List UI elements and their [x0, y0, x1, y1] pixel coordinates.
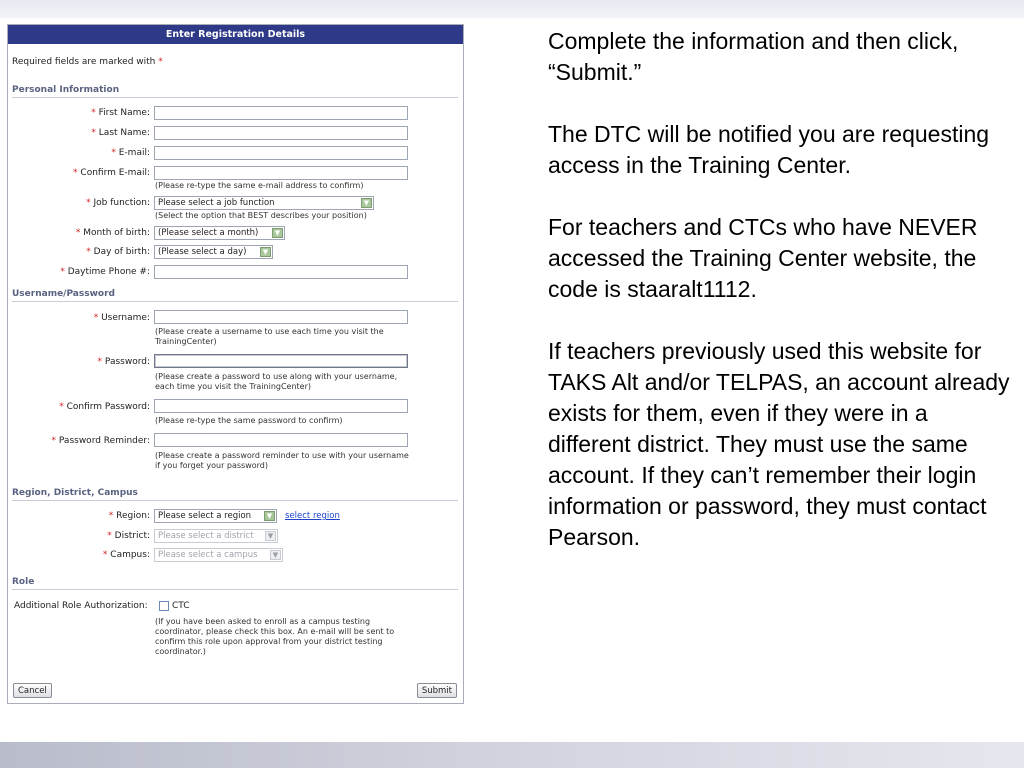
last-name-label: [91, 128, 150, 138]
additional-role-label: Additional Role Authorization:: [14, 601, 148, 611]
day-of-birth-label-text: Day of birth:: [93, 247, 150, 257]
ctc-label: CTC: [172, 601, 190, 611]
username-help: [155, 327, 384, 347]
password-reminder-input[interactable]: [154, 433, 408, 447]
required-star: *: [91, 108, 96, 118]
required-star: *: [59, 402, 64, 412]
confirm-email-help: (Please re-type the same e-mail address to confirm): [155, 181, 364, 190]
district-value: Please select a district: [158, 531, 254, 541]
section-region-district-campus: Region, District, Campus: [12, 488, 458, 501]
daytime-phone-input[interactable]: [154, 265, 408, 279]
password-help-line: (Please create a password to use along with your username,: [155, 372, 398, 381]
password-label-text: Password:: [104, 357, 150, 367]
form-header: Enter Registration Details: [8, 25, 463, 44]
email-label-text: E-mail:: [118, 148, 150, 158]
required-note-text: Required fields are marked with: [12, 57, 156, 67]
password-input[interactable]: [154, 354, 408, 368]
submit-button[interactable]: Submit: [417, 683, 457, 698]
slide-top-band: [0, 0, 1024, 18]
password-reminder-help: [155, 451, 409, 471]
chevron-down-icon: ▼: [265, 531, 276, 541]
job-function-label: [86, 198, 150, 208]
chevron-down-icon: ▼: [264, 511, 275, 521]
instructions-text: [548, 26, 1010, 584]
required-star: *: [73, 168, 78, 178]
instruction-paragraph: For teachers and CTCs who have NEVER accessed the Training Center website, the code is staaralt1112.: [548, 214, 978, 302]
day-of-birth-select[interactable]: [154, 245, 273, 259]
chevron-down-icon: ▼: [270, 550, 281, 560]
first-name-input[interactable]: [154, 106, 408, 120]
job-function-label-text: Job function:: [93, 198, 150, 208]
required-marker: *: [158, 57, 163, 67]
confirm-password-label-text: Confirm Password:: [66, 402, 150, 412]
region-select[interactable]: [154, 509, 277, 523]
required-star: *: [97, 357, 103, 367]
required-star: *: [102, 550, 108, 560]
campus-label-text: Campus:: [110, 550, 150, 560]
section-username-password: Username/Password: [12, 289, 458, 302]
required-star: *: [93, 313, 99, 323]
job-function-select[interactable]: [154, 196, 374, 210]
required-star: *: [111, 148, 116, 158]
confirm-email-input[interactable]: [154, 166, 408, 180]
email-input[interactable]: [154, 146, 408, 160]
day-value: (Please select a day): [158, 247, 247, 257]
required-star: *: [86, 247, 91, 257]
required-star: *: [60, 267, 65, 277]
job-function-help: (Select the option that BEST describes your position): [155, 211, 367, 220]
slide-bottom-band: [0, 742, 1024, 768]
username-help-line: TrainingCenter): [155, 337, 217, 346]
chevron-down-icon: ▼: [361, 198, 372, 208]
required-star: *: [86, 198, 91, 208]
registration-form: [7, 24, 464, 704]
first-name-label-text: First Name:: [98, 108, 150, 118]
instruction-paragraph: If teachers previously used this website for TAKS Alt and/or TELPAS, an account already exists for them, even if they were in a different district. They must use the same account. If they can’t remember their login information or password, they must contact Pearson.: [548, 338, 1010, 550]
first-name-label: [91, 108, 150, 118]
password-reminder-label-text: Password Reminder:: [58, 436, 150, 446]
day-of-birth-label: [86, 247, 150, 257]
password-help-line: each time you visit the TrainingCenter): [155, 382, 312, 391]
ctc-checkbox[interactable]: [159, 601, 169, 611]
ctc-help-line: coordinator, please check this box. An e-mail will be sent to: [155, 627, 395, 636]
password-reminder-label: [52, 436, 150, 446]
confirm-email-label-text: Confirm E-mail:: [80, 168, 150, 178]
password-help: [155, 372, 397, 392]
confirm-email-label: [73, 168, 150, 178]
last-name-input[interactable]: [154, 126, 408, 140]
confirm-password-label: [59, 402, 150, 412]
chevron-down-icon: ▼: [272, 228, 283, 238]
required-star: *: [75, 228, 81, 238]
chevron-down-icon: ▼: [260, 247, 271, 257]
campus-value: Please select a campus: [158, 550, 258, 560]
last-name-label-text: Last Name:: [98, 128, 150, 138]
confirm-password-input[interactable]: [154, 399, 408, 413]
ctc-help-line: confirm this role upon approval from your district testing: [155, 637, 383, 646]
ctc-help-line: coordinator.): [155, 647, 206, 656]
district-label-text: District:: [114, 531, 150, 541]
month-value: (Please select a month): [158, 228, 259, 238]
select-region-link[interactable]: select region: [285, 511, 340, 521]
daytime-phone-label-text: Daytime Phone #:: [67, 267, 150, 277]
required-star: *: [107, 531, 112, 541]
email-label: [111, 148, 150, 158]
username-input[interactable]: [154, 310, 408, 324]
instruction-paragraph: The DTC will be notified you are requesting access in the Training Center.: [548, 121, 990, 178]
required-note: [12, 57, 163, 67]
required-star: *: [51, 436, 57, 446]
month-of-birth-select[interactable]: [154, 226, 285, 240]
cancel-button[interactable]: Cancel: [13, 683, 52, 698]
region-label-text: Region:: [116, 511, 150, 521]
campus-select[interactable]: [154, 548, 283, 562]
job-function-value: Please select a job function: [158, 198, 275, 208]
campus-label: [103, 550, 150, 560]
district-select[interactable]: [154, 529, 278, 543]
ctc-help: [155, 617, 394, 657]
section-role: Role: [12, 577, 458, 590]
month-of-birth-label: [76, 228, 150, 238]
username-help-line: (Please create a username to use each time you visit the: [155, 327, 384, 336]
region-label: [109, 511, 150, 521]
password-reminder-help-line: (Please create a password reminder to use with your username: [155, 451, 409, 460]
username-label-text: Username:: [101, 313, 150, 323]
district-label: [107, 531, 150, 541]
section-personal-information: Personal Information: [12, 85, 458, 98]
password-reminder-help-line: if you forget your password): [155, 461, 268, 470]
region-value: Please select a region: [158, 511, 252, 521]
required-star: *: [108, 511, 114, 521]
password-label: [98, 357, 150, 367]
username-label: [94, 313, 150, 323]
ctc-help-line: (If you have been asked to enroll as a campus testing: [155, 617, 371, 626]
daytime-phone-label: [60, 267, 150, 277]
required-star: *: [91, 128, 96, 138]
month-of-birth-label-text: Month of birth:: [83, 228, 150, 238]
instruction-paragraph: Complete the information and then click, “Submit.”: [548, 28, 959, 85]
confirm-password-help: (Please re-type the same password to confirm): [155, 416, 343, 425]
